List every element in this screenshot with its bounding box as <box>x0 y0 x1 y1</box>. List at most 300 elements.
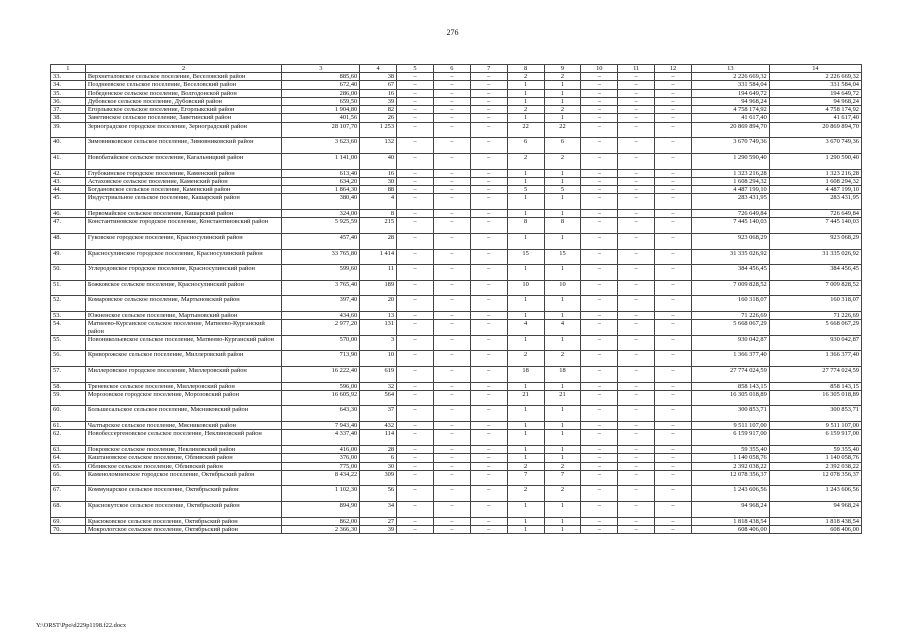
value-cell: – <box>655 502 692 518</box>
value-cell: – <box>581 486 618 502</box>
value-cell: 37 <box>360 406 397 422</box>
value-cell: 2 <box>544 73 581 81</box>
value-cell: 7 445 140,03 <box>691 218 769 234</box>
value-cell: – <box>433 233 470 249</box>
value-cell: – <box>397 177 434 185</box>
value-cell: 1 904,80 <box>282 106 360 114</box>
value-cell: – <box>397 382 434 390</box>
value-cell: – <box>470 366 507 382</box>
row-number-cell: 35. <box>51 89 86 97</box>
value-cell: 3 670 749,36 <box>691 138 769 154</box>
value-cell: – <box>433 454 470 462</box>
value-cell: – <box>655 320 692 336</box>
value-cell: – <box>655 249 692 265</box>
value-cell: 4 487 199,10 <box>769 186 861 194</box>
value-cell: – <box>470 89 507 97</box>
value-cell: – <box>397 218 434 234</box>
value-cell: 3 765,40 <box>282 280 360 296</box>
value-cell: – <box>470 233 507 249</box>
value-cell: 71 226,69 <box>769 311 861 319</box>
row-number-cell: 60. <box>51 406 86 422</box>
value-cell: – <box>618 177 655 185</box>
table-row <box>51 138 862 154</box>
value-cell: 7 <box>507 470 544 486</box>
value-cell: – <box>581 430 618 446</box>
value-cell: – <box>433 366 470 382</box>
value-cell: – <box>433 249 470 265</box>
value-cell: – <box>433 122 470 138</box>
row-number-cell: 50. <box>51 265 86 281</box>
value-cell: – <box>433 311 470 319</box>
value-cell: – <box>397 122 434 138</box>
value-cell: – <box>655 169 692 177</box>
value-cell: 1 <box>507 335 544 351</box>
header-cell: 3 <box>282 65 360 73</box>
row-number-cell: 46. <box>51 210 86 218</box>
value-cell: – <box>618 169 655 177</box>
value-cell: 1 <box>507 114 544 122</box>
settlement-name-cell: Глубокинское городское поселение, Каменский район <box>85 169 282 177</box>
settlement-name-cell: Константиновское городское поселение, Константиновский район <box>85 218 282 234</box>
value-cell: – <box>397 422 434 430</box>
value-cell: 94 968,24 <box>769 502 861 518</box>
value-cell: 1 140 058,76 <box>691 454 769 462</box>
value-cell: – <box>655 445 692 453</box>
value-cell: – <box>581 249 618 265</box>
value-cell: – <box>470 114 507 122</box>
value-cell: 619 <box>360 366 397 382</box>
value-cell: – <box>470 517 507 525</box>
value-cell: 2 <box>544 106 581 114</box>
value-cell: 5 668 067,29 <box>691 320 769 336</box>
value-cell: 2 977,20 <box>282 320 360 336</box>
table-row <box>51 382 862 390</box>
value-cell: 1 <box>507 169 544 177</box>
value-cell: 1 290 590,40 <box>769 153 861 169</box>
value-cell: 1 <box>544 454 581 462</box>
value-cell: 12 078 356,37 <box>769 470 861 486</box>
value-cell: 1 <box>507 210 544 218</box>
value-cell: – <box>655 422 692 430</box>
settlement-name-cell: Богдановское сельское поселение, Каменский район <box>85 186 282 194</box>
value-cell: – <box>397 97 434 105</box>
value-cell: – <box>581 169 618 177</box>
value-cell: – <box>397 445 434 453</box>
value-cell: 2 <box>507 462 544 470</box>
value-cell: – <box>655 470 692 486</box>
value-cell: – <box>470 502 507 518</box>
value-cell: 1 <box>544 81 581 89</box>
value-cell: – <box>618 122 655 138</box>
value-cell: – <box>655 311 692 319</box>
row-number-cell: 43. <box>51 177 86 185</box>
value-cell: – <box>470 218 507 234</box>
settlement-name-cell: Победенское сельское поселение, Волгодонской район <box>85 89 282 97</box>
table-row <box>51 390 862 406</box>
row-number-cell: 38. <box>51 114 86 122</box>
value-cell: 189 <box>360 280 397 296</box>
value-cell: – <box>433 138 470 154</box>
value-cell: 30 <box>360 462 397 470</box>
value-cell: 1 <box>507 525 544 533</box>
value-cell: – <box>433 73 470 81</box>
table-row <box>51 430 862 446</box>
value-cell: 38 <box>360 73 397 81</box>
value-cell: – <box>470 311 507 319</box>
row-number-cell: 34. <box>51 81 86 89</box>
value-cell: 1 <box>544 406 581 422</box>
row-number-cell: 61. <box>51 422 86 430</box>
value-cell: – <box>397 210 434 218</box>
value-cell: – <box>655 186 692 194</box>
value-cell: – <box>655 89 692 97</box>
row-number-cell: 63. <box>51 445 86 453</box>
value-cell: – <box>581 462 618 470</box>
value-cell: – <box>581 454 618 462</box>
settlement-name-cell: Егорлыкское сельское поселение, Егорлыкский район <box>85 106 282 114</box>
value-cell: – <box>581 311 618 319</box>
value-cell: – <box>655 218 692 234</box>
value-cell: – <box>433 186 470 194</box>
value-cell: 5 925,59 <box>282 218 360 234</box>
value-cell: – <box>433 97 470 105</box>
settlement-name-cell: Углеродовское городское поселение, Красносулинский район <box>85 265 282 281</box>
value-cell: – <box>618 81 655 89</box>
row-number-cell: 47. <box>51 218 86 234</box>
value-cell: 885,60 <box>282 73 360 81</box>
value-cell: 8 <box>507 218 544 234</box>
value-cell: – <box>655 106 692 114</box>
value-cell: – <box>581 106 618 114</box>
value-cell: 1 <box>507 517 544 525</box>
value-cell: – <box>397 265 434 281</box>
value-cell: 1 <box>544 311 581 319</box>
value-cell: – <box>470 390 507 406</box>
value-cell: 862,00 <box>282 517 360 525</box>
value-cell: 21 <box>507 390 544 406</box>
table-row <box>51 454 862 462</box>
value-cell: – <box>655 366 692 382</box>
value-cell: 1 <box>544 382 581 390</box>
value-cell: – <box>655 390 692 406</box>
value-cell: – <box>581 81 618 89</box>
value-cell: – <box>581 97 618 105</box>
value-cell: 324,00 <box>282 210 360 218</box>
value-cell: – <box>470 430 507 446</box>
value-cell: 2 <box>544 486 581 502</box>
value-cell: 380,40 <box>282 194 360 210</box>
value-cell: 132 <box>360 138 397 154</box>
header-cell: 14 <box>769 65 861 73</box>
value-cell: – <box>618 462 655 470</box>
value-cell: 1 <box>544 89 581 97</box>
value-cell: 923 068,29 <box>691 233 769 249</box>
value-cell: 2 226 669,32 <box>691 73 769 81</box>
value-cell: 16 305 018,89 <box>691 390 769 406</box>
value-cell: 4 <box>360 194 397 210</box>
value-cell: 570,00 <box>282 335 360 351</box>
value-cell: – <box>655 486 692 502</box>
value-cell: – <box>618 517 655 525</box>
value-cell: – <box>397 106 434 114</box>
value-cell: – <box>581 153 618 169</box>
value-cell: 27 774 024,59 <box>691 366 769 382</box>
footer-file-path: Y:\ORST\Ppo\d229p1198.f22.docx <box>36 622 127 629</box>
settlement-name-cell: Заветинское сельское поселение, Заветинский район <box>85 114 282 122</box>
value-cell: – <box>581 265 618 281</box>
value-cell: 1 <box>544 210 581 218</box>
value-cell: – <box>581 194 618 210</box>
header-cell: 13 <box>691 65 769 73</box>
value-cell: 10 <box>360 351 397 367</box>
value-cell: 22 <box>507 122 544 138</box>
settlement-name-cell: Новобессергеновское сельское поселение, Неклиновский район <box>85 430 282 446</box>
value-cell: 4 758 174,92 <box>691 106 769 114</box>
value-cell: – <box>470 335 507 351</box>
value-cell: 1 140 058,76 <box>769 454 861 462</box>
header-cell: 8 <box>507 65 544 73</box>
value-cell: 8 434,22 <box>282 470 360 486</box>
value-cell: 27 <box>360 517 397 525</box>
settlement-name-cell: Покровское сельское поселение, Неклиновский район <box>85 445 282 453</box>
table-row <box>51 114 862 122</box>
value-cell: – <box>397 280 434 296</box>
page-number: 276 <box>446 28 459 37</box>
value-cell: – <box>397 486 434 502</box>
value-cell: 376,00 <box>282 454 360 462</box>
value-cell: 94 968,24 <box>769 97 861 105</box>
value-cell: – <box>581 218 618 234</box>
value-cell: 384 456,45 <box>769 265 861 281</box>
value-cell: 2 <box>544 462 581 470</box>
value-cell: – <box>581 73 618 81</box>
value-cell: 726 649,84 <box>691 210 769 218</box>
value-cell: – <box>397 335 434 351</box>
value-cell: – <box>433 486 470 502</box>
value-cell: – <box>581 138 618 154</box>
value-cell: 1 608 294,32 <box>769 177 861 185</box>
settlement-name-cell: Зимовниковское сельское поселение, Зимовниковский район <box>85 138 282 154</box>
value-cell: – <box>470 382 507 390</box>
value-cell: – <box>397 462 434 470</box>
value-cell: 1 <box>544 97 581 105</box>
value-cell: 634,20 <box>282 177 360 185</box>
settlement-name-cell: Коммунарское сельское поселение, Октябрьский район <box>85 486 282 502</box>
value-cell: – <box>618 114 655 122</box>
row-number-cell: 48. <box>51 233 86 249</box>
table-row <box>51 122 862 138</box>
value-cell: – <box>655 462 692 470</box>
value-cell: 20 869 894,70 <box>769 122 861 138</box>
value-cell: – <box>433 114 470 122</box>
value-cell: 930 042,87 <box>769 335 861 351</box>
value-cell: – <box>433 89 470 97</box>
value-cell: – <box>470 445 507 453</box>
value-cell: 1 102,30 <box>282 486 360 502</box>
value-cell: – <box>655 114 692 122</box>
value-cell: 1 <box>544 422 581 430</box>
value-cell: – <box>655 153 692 169</box>
value-cell: 309 <box>360 470 397 486</box>
value-cell: – <box>581 280 618 296</box>
value-cell: – <box>470 210 507 218</box>
value-cell: – <box>470 81 507 89</box>
value-cell: 6 159 917,00 <box>691 430 769 446</box>
value-cell: 8 <box>360 210 397 218</box>
value-cell: – <box>470 138 507 154</box>
header-cell: 6 <box>433 65 470 73</box>
value-cell: 1 366 377,40 <box>691 351 769 367</box>
settlement-name-cell: Божковское сельское поселение, Красносулинский район <box>85 280 282 296</box>
row-number-cell: 52. <box>51 296 86 312</box>
value-cell: – <box>433 169 470 177</box>
value-cell: 6 <box>544 138 581 154</box>
value-cell: – <box>470 153 507 169</box>
value-cell: – <box>581 502 618 518</box>
value-cell: 713,90 <box>282 351 360 367</box>
value-cell: 1 366 377,40 <box>769 351 861 367</box>
value-cell: – <box>581 390 618 406</box>
row-number-cell: 55. <box>51 335 86 351</box>
value-cell: – <box>397 320 434 336</box>
header-cell: 11 <box>618 65 655 73</box>
value-cell: 1 608 294,32 <box>691 177 769 185</box>
value-cell: 1 <box>507 430 544 446</box>
value-cell: 5 <box>507 186 544 194</box>
value-cell: 4 758 174,92 <box>769 106 861 114</box>
value-cell: 71 226,69 <box>691 311 769 319</box>
table-row <box>51 218 862 234</box>
value-cell: – <box>397 525 434 533</box>
table-row <box>51 73 862 81</box>
settlement-name-cell: Новоникольевское сельское поселение, Матвеево-Курганский район <box>85 335 282 351</box>
value-cell: 33 765,80 <box>282 249 360 265</box>
value-cell: 4 <box>544 320 581 336</box>
value-cell: 26 <box>360 114 397 122</box>
value-cell: 1 818 438,54 <box>769 517 861 525</box>
value-cell: 9 511 107,00 <box>769 422 861 430</box>
header-cell: 10 <box>581 65 618 73</box>
row-number-cell: 69. <box>51 517 86 525</box>
value-cell: 18 <box>507 366 544 382</box>
value-cell: – <box>433 177 470 185</box>
value-cell: – <box>618 406 655 422</box>
row-number-cell: 39. <box>51 122 86 138</box>
value-cell: – <box>397 430 434 446</box>
value-cell: 384 456,45 <box>691 265 769 281</box>
value-cell: – <box>433 525 470 533</box>
value-cell: 5 <box>544 186 581 194</box>
value-cell: 286,00 <box>282 89 360 97</box>
value-cell: 194 649,72 <box>769 89 861 97</box>
value-cell: 775,00 <box>282 462 360 470</box>
value-cell: 1 <box>544 114 581 122</box>
table-row <box>51 81 862 89</box>
value-cell: – <box>655 296 692 312</box>
value-cell: – <box>397 138 434 154</box>
value-cell: 4 <box>507 320 544 336</box>
value-cell: – <box>655 351 692 367</box>
value-cell: 22 <box>544 122 581 138</box>
value-cell: – <box>433 351 470 367</box>
value-cell: 1 <box>544 430 581 446</box>
value-cell: 3 623,60 <box>282 138 360 154</box>
value-cell: 10 <box>544 280 581 296</box>
value-cell: – <box>470 454 507 462</box>
value-cell: 39 <box>360 525 397 533</box>
value-cell: 1 <box>507 81 544 89</box>
value-cell: – <box>470 486 507 502</box>
row-number-cell: 45. <box>51 194 86 210</box>
header-cell: 2 <box>85 65 282 73</box>
value-cell: – <box>618 280 655 296</box>
value-cell: – <box>655 233 692 249</box>
value-cell: 894,90 <box>282 502 360 518</box>
table-row <box>51 406 862 422</box>
data-table <box>50 64 862 534</box>
value-cell: 858 143,15 <box>769 382 861 390</box>
value-cell: 7 <box>544 470 581 486</box>
value-cell: 30 <box>360 177 397 185</box>
value-cell: 15 <box>507 249 544 265</box>
value-cell: 28 <box>360 233 397 249</box>
value-cell: 88 <box>360 186 397 194</box>
value-cell: – <box>618 265 655 281</box>
value-cell: – <box>581 320 618 336</box>
value-cell: 2 <box>544 351 581 367</box>
settlement-name-cell: Треневское сельское поселение, Миллеровский район <box>85 382 282 390</box>
value-cell: – <box>433 320 470 336</box>
value-cell: – <box>618 430 655 446</box>
value-cell: 434,60 <box>282 311 360 319</box>
settlement-name-cell: Миллеровское городское поселение, Миллеровский район <box>85 366 282 382</box>
value-cell: – <box>433 390 470 406</box>
value-cell: – <box>655 97 692 105</box>
value-cell: 20 <box>360 296 397 312</box>
value-cell: – <box>433 296 470 312</box>
value-cell: – <box>655 517 692 525</box>
value-cell: – <box>655 280 692 296</box>
header-cell: 9 <box>544 65 581 73</box>
value-cell: 596,00 <box>282 382 360 390</box>
settlement-name-cell: Комаровское сельское поселение, Мартыновский район <box>85 296 282 312</box>
value-cell: – <box>470 186 507 194</box>
row-number-cell: 51. <box>51 280 86 296</box>
value-cell: 599,60 <box>282 265 360 281</box>
table-row <box>51 320 862 336</box>
settlement-name-cell: Матвеево-Курганское сельское поселение, Матвеево-Курганский район <box>85 320 282 336</box>
table-row <box>51 249 862 265</box>
row-number-cell: 68. <box>51 502 86 518</box>
value-cell: 1 323 216,28 <box>691 169 769 177</box>
value-cell: 7 009 828,52 <box>691 280 769 296</box>
table-row <box>51 486 862 502</box>
table-row <box>51 177 862 185</box>
value-cell: 67 <box>360 81 397 89</box>
value-cell: 28 107,70 <box>282 122 360 138</box>
table-row <box>51 366 862 382</box>
value-cell: 1 <box>544 265 581 281</box>
settlement-name-cell: Краснокутское сельское поселение, Октябрьский район <box>85 502 282 518</box>
table-row <box>51 502 862 518</box>
value-cell: 31 335 026,92 <box>691 249 769 265</box>
value-cell: – <box>397 153 434 169</box>
header-cell: 5 <box>397 65 434 73</box>
value-cell: 1 290 590,40 <box>691 153 769 169</box>
value-cell: 10 <box>507 280 544 296</box>
settlement-name-cell: Красносулинское городское поселение, Красносулинский район <box>85 249 282 265</box>
value-cell: 726 649,84 <box>769 210 861 218</box>
